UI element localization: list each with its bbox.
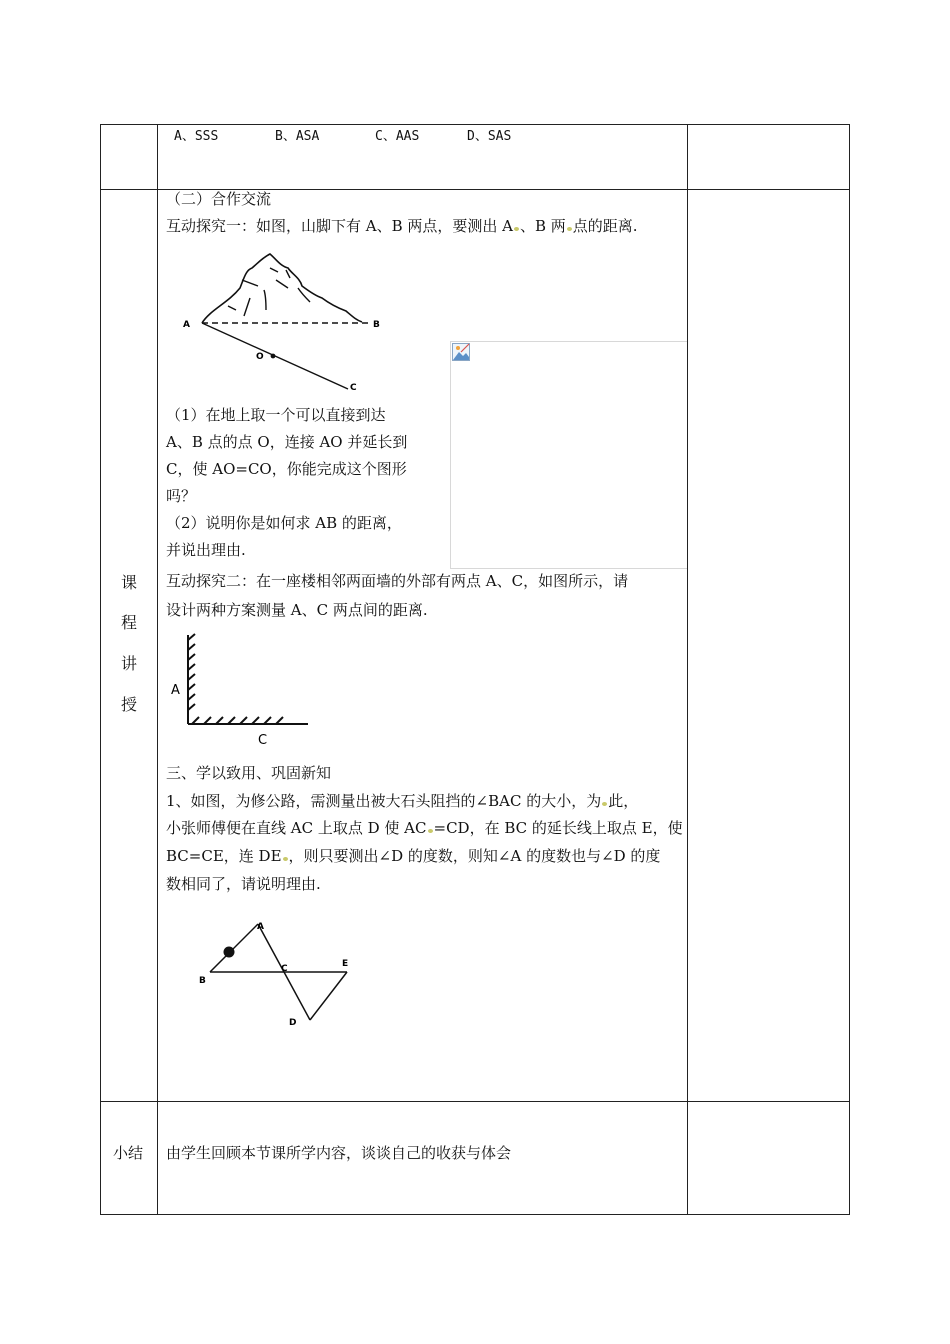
line-d-to-e [310,972,347,1020]
broken-image-icon [452,343,470,361]
explore1-intro-part-b: 、B 两 [520,217,566,235]
apply-line-1-part-b: 此， [608,792,639,810]
summary-label: 小结 [113,1144,144,1162]
apply-line-4: 数相同了，请说明理由. [166,875,321,893]
label-c: C [258,733,268,748]
label-a: A [183,320,190,330]
label-b: B [373,320,380,330]
q1-line-4: 吗？ [166,487,197,505]
wall-hatching-vertical [188,634,195,710]
label-d: D [289,1018,297,1028]
table-left-border [100,124,101,1215]
explore2-line-1: 互动探究二：在一座楼相邻两面墙的外部有两点 A、C，如图所示，请 [166,572,629,590]
row-divider-2 [100,1101,850,1102]
explore1-intro [166,216,638,236]
option-c: C、AAS [375,129,420,144]
option-b: B、ASA [275,129,320,144]
summary-text: 由学生回顾本节课所学内容，谈谈自己的收获与体会 [166,1144,512,1162]
table-right-border [849,124,850,1215]
label-c: C [350,383,357,393]
section-heading: （二）合作交流 [166,190,272,208]
label-e: E [342,959,349,969]
q1-line-1: （1）在地上取一个可以直接到达 [166,406,386,424]
apply-line-3-part-a: BC=CE，连 DE [166,847,282,865]
text-mark [428,829,433,833]
label-a: A [257,922,264,932]
apply-line-3 [166,846,660,866]
wall-figure [168,630,318,748]
apply-line-1 [166,791,638,811]
text-mark [514,227,519,231]
side-label-char-2: 程 [121,613,138,632]
side-label-char-4: 授 [121,695,138,714]
option-d: D、SAS [467,129,512,144]
apply-line-2-part-b: =CD，在 BC 的延长线上取点 E，使 [433,819,683,837]
apply-heading: 三、学以致用、巩固新知 [166,764,332,782]
label-o: O [256,352,264,362]
label-c: C [281,964,288,974]
side-label-char-3: 讲 [121,654,138,673]
table-bottom-border [100,1214,850,1215]
mountain-outline [202,254,362,323]
q2-line-2: 并说出理由. [166,541,246,559]
text-mark [567,227,572,231]
column-divider-2 [687,124,688,1215]
q2-line-1: （2）说明你是如何求 AB 的距离， [166,514,402,532]
option-a: A、SSS [174,129,219,144]
text-mark [283,857,288,861]
apply-line-2 [166,818,683,838]
apply-line-3-part-b: ，则只要测出∠D 的度数，则知∠A 的度数也与∠D 的度 [288,847,661,865]
stone-dot [224,947,235,958]
line-b-to-a [210,924,258,972]
text-mark [602,802,607,806]
label-a: A [171,683,180,698]
apply-line-2-part-a: 小张师傅便在直线 AC 上取点 D 使 AC [166,819,427,837]
mountain-inner-lines [228,268,310,316]
explore1-intro-part-c: 点的距离. [572,217,638,235]
side-label-char-1: 课 [121,573,138,592]
wall-hatching-horizontal [192,717,283,724]
label-b: B [199,976,206,986]
q1-line-2: A、B 点的点 O，连接 AO 并延长到 [166,433,408,451]
explore1-intro-part-a: 互动探究一：如图，山脚下有 A、B 两点，要测出 A [166,217,513,235]
q1-line-3: C，使 AO=CO，你能完成这个图形 [166,460,407,478]
mountain-figure [180,248,380,393]
apply-line-1-part-a: 1、如图，为修公路，需测量出被大石头阻挡的∠BAC 的大小，为 [166,792,602,810]
image-placeholder-frame [450,341,687,569]
triangles-figure [195,915,365,1030]
column-divider-1 [157,124,158,1215]
explore2-line-2: 设计两种方案测量 A、C 两点间的距离. [166,601,428,619]
point-o [271,354,276,359]
